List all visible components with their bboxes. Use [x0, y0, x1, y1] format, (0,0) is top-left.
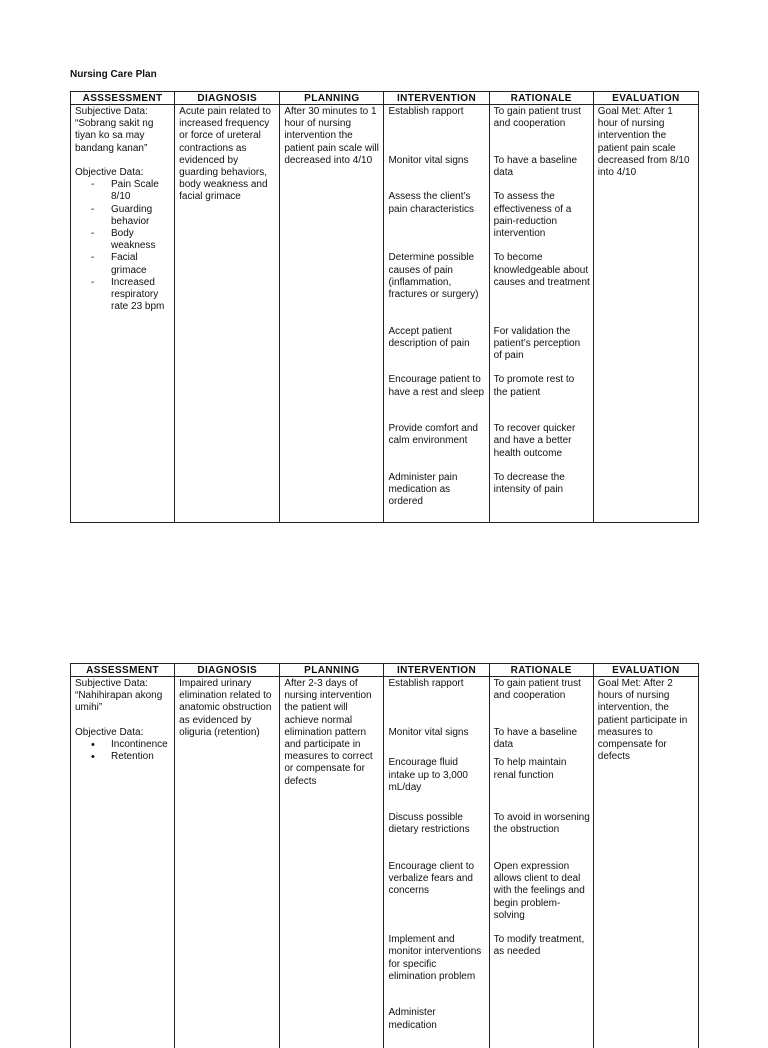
intervention-item: Provide comfort and calm environment [388, 423, 485, 472]
rationale-item: To gain patient trust and cooperation [494, 678, 590, 727]
list-item: • Incontinence [91, 739, 171, 751]
objective-label: Objective Data: [75, 167, 171, 179]
care-plan-table-urinary [70, 663, 699, 1048]
header-rationale: RATIONALE [489, 664, 593, 677]
header-diagnosis: DIAGNOSIS [175, 92, 280, 105]
intervention-item: Determine possible causes of pain (inflammation, fractures or surgery) [388, 252, 485, 325]
rationale-item: To assess the effectiveness of a pain-reduction intervention [494, 191, 590, 252]
header-evaluation: EVALUATION [593, 92, 698, 105]
diagnosis-text: Impaired urinary elimination related to anatomic obstruction as evidenced by oliguria (retention) [179, 678, 276, 739]
header-assessment: ASSSESSMENT [71, 92, 175, 105]
table-row [71, 105, 699, 523]
planning-cell [280, 677, 384, 1048]
planning-cell [280, 105, 384, 523]
rationale-item: Open expression allows client to deal with the feelings and begin problem-solving [494, 861, 590, 934]
header-rationale: RATIONALE [489, 92, 593, 105]
rationale-item: To modify treatment, as needed [494, 934, 590, 958]
list-item: - Body weakness [91, 228, 171, 252]
objective-list [75, 739, 171, 763]
intervention-item: Monitor vital signs [388, 727, 485, 758]
rationale-item: To have a baseline data [494, 155, 590, 192]
rationale-item: To help maintain renal function [494, 757, 590, 812]
intervention-item: Discuss possible dietary restrictions [388, 812, 485, 861]
rationale-item: To promote rest to the patient [494, 374, 590, 423]
subjective-label: Subjective Data: [75, 678, 171, 690]
header-diagnosis: DIAGNOSIS [175, 664, 280, 677]
evaluation-cell [593, 677, 698, 1048]
objective-label: Objective Data: [75, 727, 171, 739]
intervention-item: Monitor vital signs [388, 155, 485, 192]
table-header-row [71, 664, 699, 677]
intervention-item: Accept patient description of pain [388, 326, 485, 375]
rationale-item: For validation the patient’s perception of pain [494, 326, 590, 375]
header-intervention: INTERVENTION [384, 92, 489, 105]
list-item: - Pain Scale 8/10 [91, 179, 171, 203]
header-planning: PLANNING [280, 92, 384, 105]
intervention-item: Establish rapport [388, 678, 485, 727]
header-planning: PLANNING [280, 664, 384, 677]
table-header-row [71, 92, 699, 105]
diagnosis-text: Acute pain related to increased frequency or force of ureteral contractions as evidenced by guarding behaviors, body weakness and facial grimace [179, 106, 276, 204]
intervention-item: Establish rapport [388, 106, 485, 155]
rationale-item: To recover quicker and have a better health outcome [494, 423, 590, 472]
diagnosis-cell [175, 105, 280, 523]
evaluation-text: Goal Met: After 2 hours of nursing intervention, the patient participate in measures to compensate for defects [598, 678, 695, 763]
list-item: - Increased respiratory rate 23 bpm [91, 277, 171, 314]
assessment-cell [71, 105, 175, 523]
header-assessment: ASSESSMENT [71, 664, 175, 677]
intervention-item: Administer pain medication as ordered [388, 472, 485, 509]
rationale-item: To have a baseline data [494, 727, 590, 758]
intervention-item: Assess the client’s pain characteristics [388, 191, 485, 252]
intervention-cell [384, 105, 489, 523]
planning-text: After 2-3 days of nursing intervention the patient will achieve normal elimination pattern and participate in measures to correct or compensate for defects [284, 678, 380, 788]
rationale-item: To decrease the intensity of pain [494, 472, 590, 496]
rationale-item: To gain patient trust and cooperation [494, 106, 590, 155]
diagnosis-cell [175, 677, 280, 1048]
evaluation-text: Goal Met: After 1 hour of nursing intervention the patient pain scale decreased from 8/10 into 4/10 [598, 106, 695, 179]
objective-list [75, 179, 171, 313]
list-item: - Guarding behavior [91, 204, 171, 228]
rationale-cell [489, 105, 593, 523]
rationale-item: To become knowledgeable about causes and treatment [494, 252, 590, 325]
assessment-cell [71, 677, 175, 1048]
rationale-cell [489, 677, 593, 1048]
intervention-cell [384, 677, 489, 1048]
document-title: Nursing Care Plan [70, 69, 157, 80]
intervention-item: Administer medication [388, 1007, 485, 1031]
care-plan-table-pain [70, 91, 699, 523]
list-item: - Facial grimace [91, 252, 171, 276]
subjective-label: Subjective Data: [75, 106, 171, 118]
table-row [71, 677, 699, 1048]
subjective-quote: “Sobrang sakit ng tiyan ko sa may bandang kanan” [75, 118, 171, 155]
intervention-item: Encourage client to verbalize fears and concerns [388, 861, 485, 934]
header-evaluation: EVALUATION [593, 664, 698, 677]
intervention-item: Implement and monitor interventions for specific elimination problem [388, 934, 485, 1007]
intervention-item: Encourage fluid intake up to 3,000 mL/day [388, 757, 485, 812]
planning-text: After 30 minutes to 1 hour of nursing intervention the patient pain scale will decreased into 4/10 [284, 106, 380, 167]
intervention-item: Encourage patient to have a rest and sleep [388, 374, 485, 423]
evaluation-cell [593, 105, 698, 523]
rationale-item: To avoid in worsening the obstruction [494, 812, 590, 861]
subjective-quote: “Nahihirapan akong umihi” [75, 690, 171, 714]
header-intervention: INTERVENTION [384, 664, 489, 677]
list-item: • Retention [91, 751, 171, 763]
